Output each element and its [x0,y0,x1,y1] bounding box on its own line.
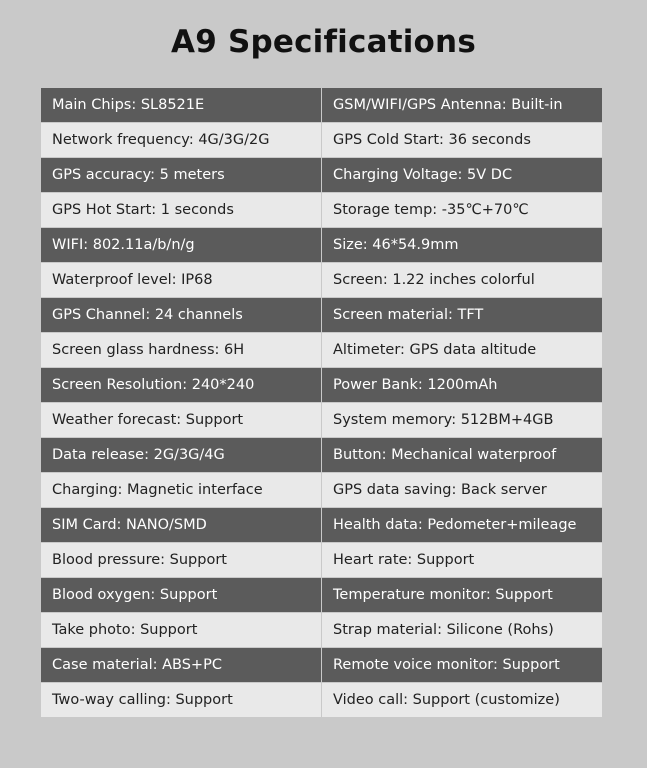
spec-cell: Waterproof level: IP68 [41,263,322,298]
spec-cell: Weather forecast: Support [41,403,322,438]
table-row [41,438,603,473]
spec-cell: Screen glass hardness: 6H [41,333,322,368]
table-row [41,123,603,158]
page-title: A9 Specifications [171,24,476,60]
table-row [41,543,603,578]
spec-cell: Storage temp: -35℃+70℃ [322,193,603,228]
spec-table [40,87,603,718]
spec-cell: SIM Card: NANO/SMD [41,508,322,543]
spec-cell: Blood oxygen: Support [41,578,322,613]
table-row [41,648,603,683]
spec-cell: Button: Mechanical waterproof [322,438,603,473]
spec-cell: Case material: ABS+PC [41,648,322,683]
spec-cell: GPS Hot Start: 1 seconds [41,193,322,228]
spec-cell: Temperature monitor: Support [322,578,603,613]
table-row [41,403,603,438]
spec-cell: Screen material: TFT [322,298,603,333]
spec-cell: Heart rate: Support [322,543,603,578]
spec-cell: Altimeter: GPS data altitude [322,333,603,368]
spec-cell: GPS Channel: 24 channels [41,298,322,333]
spec-cell: GSM/WIFI/GPS Antenna: Built-in [322,88,603,123]
spec-cell: GPS accuracy: 5 meters [41,158,322,193]
spec-cell: Remote voice monitor: Support [322,648,603,683]
table-row [41,298,603,333]
table-row [41,158,603,193]
table-row [41,333,603,368]
table-row [41,263,603,298]
table-row [41,683,603,718]
spec-cell: GPS Cold Start: 36 seconds [322,123,603,158]
spec-cell: Health data: Pedometer+mileage [322,508,603,543]
spec-cell: Main Chips: SL8521E [41,88,322,123]
spec-cell: System memory: 512BM+4GB [322,403,603,438]
spec-cell: Strap material: Silicone (Rohs) [322,613,603,648]
spec-cell: Charging: Magnetic interface [41,473,322,508]
spec-cell: Network frequency: 4G/3G/2G [41,123,322,158]
spec-cell: Take photo: Support [41,613,322,648]
table-row [41,88,603,123]
spec-cell: Video call: Support (customize) [322,683,603,718]
table-row [41,193,603,228]
table-row [41,368,603,403]
table-row [41,508,603,543]
table-row [41,228,603,263]
spec-cell: WIFI: 802.11a/b/n/g [41,228,322,263]
spec-cell: Size: 46*54.9mm [322,228,603,263]
table-row [41,613,603,648]
table-row [41,473,603,508]
spec-cell: Screen Resolution: 240*240 [41,368,322,403]
spec-cell: Power Bank: 1200mAh [322,368,603,403]
spec-cell: Data release: 2G/3G/4G [41,438,322,473]
spec-cell: Charging Voltage: 5V DC [322,158,603,193]
spec-cell: Screen: 1.22 inches colorful [322,263,603,298]
table-row [41,578,603,613]
spec-cell: Two-way calling: Support [41,683,322,718]
spec-cell: Blood pressure: Support [41,543,322,578]
spec-cell: GPS data saving: Back server [322,473,603,508]
